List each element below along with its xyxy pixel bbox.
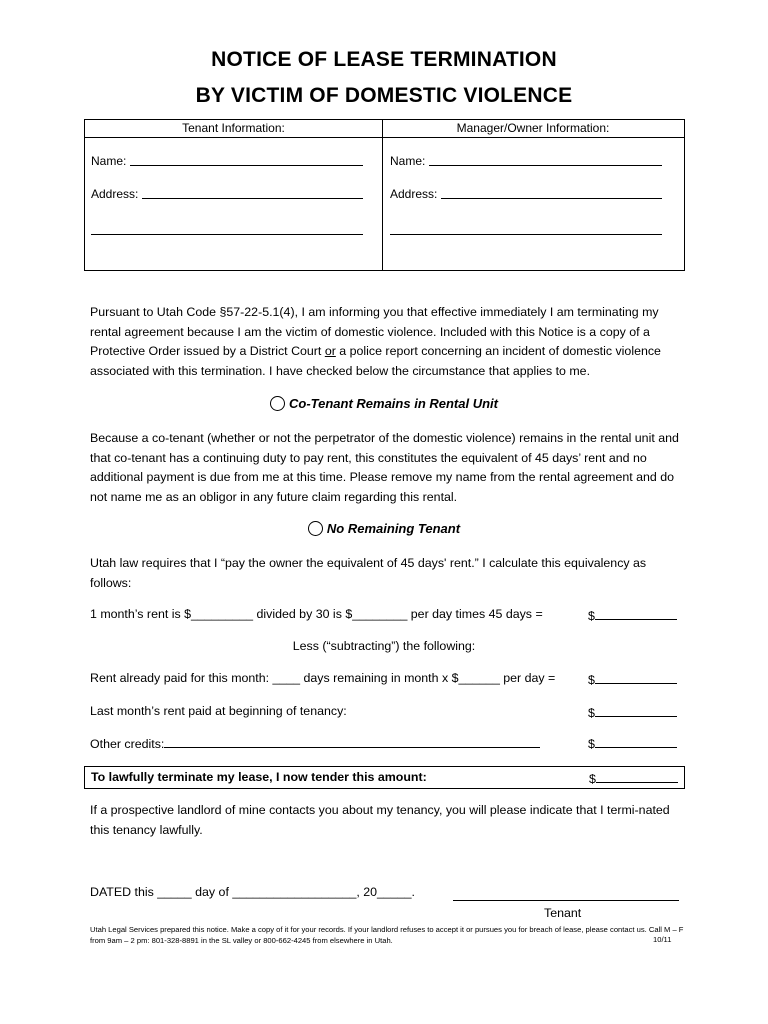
manager-address-label: Address: [390, 187, 438, 201]
tender-label: To lawfully terminate my lease, I now tender this amount: [91, 770, 427, 784]
rent-paid-text: Rent already paid for this month: ____ days remaining in month x $______ per day = [90, 671, 556, 685]
manager-name-line[interactable] [429, 164, 662, 166]
manager-name-field[interactable] [390, 154, 662, 168]
calc-row-other-credits [90, 735, 680, 753]
option-no-remaining-tenant[interactable] [0, 521, 768, 536]
co-tenant-paragraph: Because a co-tenant (whether or not the perpetrator of the domestic violence) remains in the rental unit and that co-tenant has a continuing duty to pay rent, this constitutes the equivalent of 45 days’ rent and no additional payment is due from me at this time. Please remove my name from the rental agreement and do not name me as an obligor in any future claim regarding this rental. [90, 431, 679, 504]
tenant-info-heading: Tenant Information: [85, 120, 382, 138]
dollar-sign: $ [588, 609, 595, 623]
manager-address-line2[interactable] [390, 233, 662, 235]
no-remaining-tenant-label: No Remaining Tenant [326, 521, 461, 536]
footer-note: Utah Legal Services prepared this notice. Make a copy of it for your records. If your landlord refuses to accept it or pursues you for breach of lease, please contact us. Call M – F from 9am – 2 pm: 801-328-8891 in the SL valley or 800-662-4245 from elsewhere in Utah. [90, 925, 684, 945]
other-credits-text: Other credits: [90, 737, 165, 751]
last-month-text: Last month’s rent paid at beginning of tenancy: [90, 704, 347, 718]
amount-line[interactable] [595, 704, 677, 717]
manager-name-label: Name: [390, 154, 426, 168]
manager-address-field[interactable] [390, 187, 662, 201]
dollar-sign: $ [588, 673, 595, 687]
tenant-signature-label: Tenant [544, 906, 582, 920]
document-title-line1: NOTICE OF LEASE TERMINATION [211, 48, 557, 71]
tenant-address-line2[interactable] [91, 233, 363, 235]
other-credits-amount[interactable] [588, 735, 677, 751]
document-title-line2: BY VICTIM OF DOMESTIC VIOLENCE [195, 84, 573, 107]
no-remaining-tenant-radio[interactable] [308, 521, 323, 536]
manager-info-heading: Manager/Owner Information: [382, 120, 684, 138]
calc-row-last-month [90, 704, 680, 722]
amount-line[interactable] [595, 735, 677, 748]
amount-line[interactable] [595, 607, 677, 620]
tenant-name-label: Name: [91, 154, 127, 168]
tenant-name-field[interactable] [91, 154, 363, 168]
amount-line[interactable] [596, 770, 678, 783]
tenant-info-column [85, 120, 383, 270]
amount-line[interactable] [595, 671, 677, 684]
tenant-address-label: Address: [91, 187, 139, 201]
calc-row-rent-paid [90, 671, 680, 689]
calc-row-monthly-rent [90, 607, 680, 625]
option-co-tenant[interactable] [0, 396, 768, 411]
rent-paid-amount[interactable] [588, 671, 677, 687]
last-month-amount[interactable] [588, 704, 677, 720]
manager-address-line[interactable] [441, 197, 662, 199]
other-credits-line[interactable] [164, 735, 540, 748]
monthly-rent-text: 1 month’s rent is $_________ divided by 30 is $________ per day times 45 days = [90, 607, 543, 621]
tenant-address-line[interactable] [142, 197, 363, 199]
less-subtracting-label: Less (“subtracting”) the following: [292, 639, 476, 653]
co-tenant-radio[interactable] [270, 396, 285, 411]
other-credits-field[interactable] [90, 735, 540, 751]
dollar-sign: $ [589, 772, 596, 786]
tenant-address-field[interactable] [91, 187, 363, 201]
intro-text-1: Pursuant to Utah Code §57-22-5.1(4), I am informing you that effective immediately I am terminating my rental agreement because I am the victim of domestic violence. Included with this Notice is a copy of a Protective Order issued by a District Court [90, 305, 659, 358]
manager-info-column [382, 120, 684, 270]
tenant-name-line[interactable] [130, 164, 363, 166]
signature-line[interactable] [453, 900, 679, 901]
monthly-rent-amount[interactable] [588, 607, 677, 623]
info-table [84, 119, 685, 271]
co-tenant-label: Co-Tenant Remains in Rental Unit [289, 396, 498, 411]
manager-address-line2-field[interactable] [390, 223, 662, 237]
no-remaining-tenant-paragraph: Utah law requires that I “pay the owner the equivalent of 45 days' rent.” I calculate this equivalency as follows: [90, 556, 647, 590]
dollar-sign: $ [588, 737, 595, 751]
intro-text-2: a police report concerning an incident of domestic violence associated with this termination. I have checked below the circumstance that applies to me. [90, 344, 661, 378]
footer-version: 10/11 [653, 935, 672, 944]
tender-amount-box [84, 766, 685, 789]
tender-amount[interactable] [589, 770, 678, 786]
intro-paragraph [90, 303, 690, 381]
dollar-sign: $ [588, 706, 595, 720]
closing-paragraph: If a prospective landlord of mine contacts you about my tenancy, you will please indicate that I termi-nated this tenancy lawfully. [90, 803, 670, 837]
tenant-address-line2-field[interactable] [91, 223, 363, 237]
intro-or: or [324, 344, 336, 358]
dated-text: DATED this _____ day of __________________, 20_____. [90, 885, 415, 899]
